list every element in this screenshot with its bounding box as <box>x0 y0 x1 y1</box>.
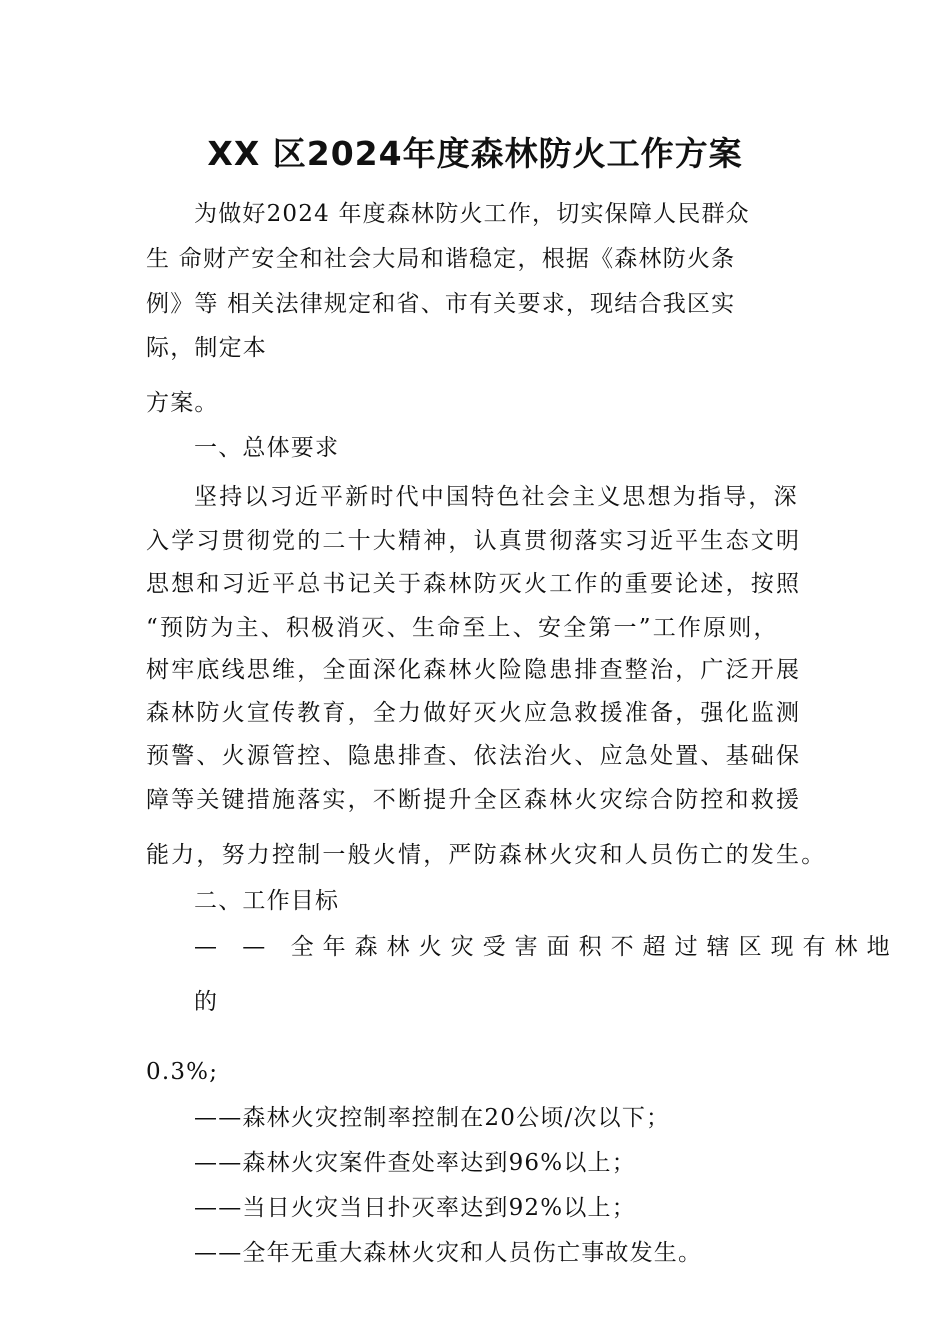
goal-line: 的 <box>194 989 219 1015</box>
goal-line: — — 全年森林火灾受害面积不超过辖区现有林地 <box>194 934 899 960</box>
body-line: 坚持以习近平新时代中国特色社会主义思想为指导，深 <box>194 484 799 510</box>
intro-line: 例》等 相关法律规定和省、市有关要求，现结合我区实 <box>146 291 736 317</box>
goal-line: ——森林火灾案件查处率达到96%以上； <box>194 1150 636 1176</box>
page-title: XX 区2024年度森林防火工作方案 <box>207 134 743 173</box>
intro-line: 为做好2024 年度森林防火工作，切实保障人民群众 <box>194 201 750 227</box>
body-line: 预警、火源管控、隐患排查、依法治火、应急处置、基础保 <box>146 743 802 769</box>
body-line: 树牢底线思维，全面深化森林火险隐患排查整治，广泛开展 <box>146 657 802 683</box>
body-line: “预防为主、积极消灭、生命至上、安全第一”工作原则， <box>146 615 779 641</box>
section-heading: 二、工作目标 <box>194 888 340 914</box>
intro-line: 际，制定本 <box>146 335 267 361</box>
body-line: 能力，努力控制一般火情，严防森林火灾和人员伤亡的发生。 <box>146 842 827 868</box>
body-line: 思想和习近平总书记关于森林防灭火工作的重要论述，按照 <box>146 571 802 597</box>
body-line: 入学习贯彻党的二十大精神，认真贯彻落实习近平生态文明 <box>146 528 802 554</box>
body-line: 森林防火宣传教育，全力做好灭火应急救援准备，强化监测 <box>146 700 802 726</box>
goal-line: ——森林火灾控制率控制在20公顷/次以下； <box>194 1105 671 1131</box>
section-heading: 一、总体要求 <box>194 435 340 461</box>
goal-line: 0.3%; <box>146 1059 219 1085</box>
intro-line: 生 命财产安全和社会大局和谐稳定，根据《森林防火条 <box>146 246 736 272</box>
goal-line: ——全年无重大森林火灾和人员伤亡事故发生。 <box>194 1240 703 1266</box>
goal-line: ——当日火灾当日扑灭率达到92%以上； <box>194 1195 636 1221</box>
body-line: 障等关键措施落实，不断提升全区森林火灾综合防控和救援 <box>146 787 802 813</box>
intro-line: 方案。 <box>146 390 219 416</box>
